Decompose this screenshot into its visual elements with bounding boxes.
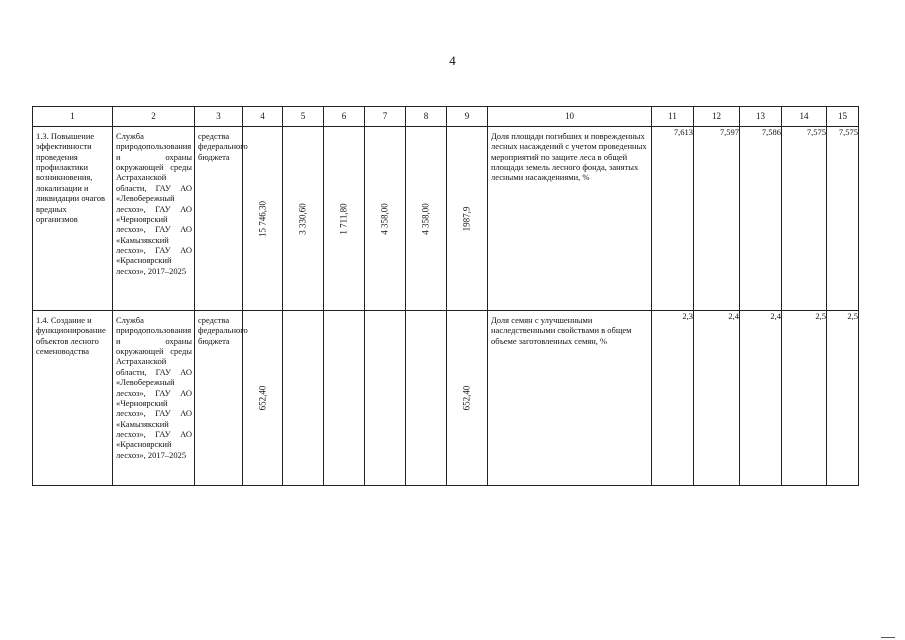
header-cell: 5: [283, 107, 324, 127]
funding-source: средства федерального бюджета: [198, 315, 248, 346]
amount-cell: [447, 311, 488, 486]
funding-source-cell: [195, 127, 248, 311]
executor-cell: [113, 127, 195, 311]
indicator-value: 2,3: [652, 311, 694, 486]
header-row: [33, 107, 859, 127]
measure-name-cell: [33, 311, 113, 486]
amount-cell: [324, 127, 365, 311]
indicator-cell: [488, 127, 652, 311]
amount-cell: [243, 127, 283, 311]
header-cell: 3: [195, 107, 243, 127]
funding-source-cell: [195, 311, 248, 486]
amount-value: 3 330,60: [297, 202, 308, 235]
table-row: [33, 127, 859, 311]
amount-cell: [283, 127, 324, 311]
amount-value: 1 711,80: [338, 202, 349, 235]
header-cell: 4: [243, 107, 283, 127]
amount-cell: [365, 311, 406, 486]
indicator-text: Доля площади погибших и поврежденных лесных насаждений с учетом проведенных мероприятий по защите леса в общей площади земель лесного фонда, занятых лесными насаждениями, %: [491, 131, 647, 183]
indicator-value: 2,4: [740, 311, 782, 486]
executor-cell: [113, 311, 195, 486]
amount-cell: [406, 127, 447, 311]
header-cell: 8: [406, 107, 447, 127]
amount-cell: [365, 127, 406, 311]
amount-cell: [283, 311, 324, 486]
measure-name: 1.3. Повышение эффективности проведения профилактики возникновения, локализации и ликвидации очагов вредных организмов: [36, 131, 105, 224]
indicator-value: 2,5: [827, 311, 859, 486]
indicator-value: 2,5: [782, 311, 827, 486]
indicator-value: 7,597: [694, 127, 740, 311]
amount-cell: [447, 127, 488, 311]
indicator-value: 7,575: [782, 127, 827, 311]
amount-total: 652,40: [257, 385, 268, 411]
amount-total: 15 746,30: [257, 200, 268, 237]
program-table: [32, 106, 859, 486]
header-cell: 10: [488, 107, 652, 127]
header-cell: 11: [652, 107, 694, 127]
indicator-text: Доля семян с улучшенными наследственными свойствами в общем объеме заготовленных семян, %: [491, 315, 632, 346]
header-cell: 12: [694, 107, 740, 127]
scan-mark: [881, 637, 895, 638]
amount-value: 1987,9: [461, 206, 472, 231]
header-cell: 15: [827, 107, 859, 127]
amount-value: 4 358,00: [379, 202, 390, 235]
indicator-value: 2,4: [694, 311, 740, 486]
amount-value: 652,40: [461, 385, 472, 411]
measure-name: 1.4. Создание и функционирование объектов лесного семеноводства: [36, 315, 106, 357]
amount-value: 4 358,00: [420, 202, 431, 235]
funding-source: средства федерального бюджета: [198, 131, 248, 162]
header-cell: 9: [447, 107, 488, 127]
page-number: 4: [449, 53, 456, 68]
header-cell: 14: [782, 107, 827, 127]
header-cell: 6: [324, 107, 365, 127]
indicator-value: 7,575: [827, 127, 859, 311]
header-cell: 13: [740, 107, 782, 127]
measure-name-cell: [33, 127, 113, 311]
header-cell: 1: [33, 107, 113, 127]
indicator-value: 7,613: [652, 127, 694, 311]
header-cell: 7: [365, 107, 406, 127]
table-row: [33, 311, 859, 486]
amount-cell: [406, 311, 447, 486]
indicator-cell: [488, 311, 652, 486]
indicator-value: 7,586: [740, 127, 782, 311]
executor-text: Служба природопользования и охраны окружающей среды Астраханской области, ГАУ АО «Левобережный лесхоз», ГАУ АО «Черноярский лесхоз», ГАУ АО «Камызякский лесхоз», ГАУ АО «Красноярский лесхоз», 2017–2025: [116, 315, 192, 460]
executor-text: Служба природопользования и охраны окружающей среды Астраханской области, ГАУ АО «Левобережный лесхоз», ГАУ АО «Черноярский лесхоз», ГАУ АО «Камызякский лесхоз», ГАУ АО «Красноярский лесхоз», 2017–2025: [116, 131, 192, 276]
amount-cell: [324, 311, 365, 486]
amount-cell: [243, 311, 283, 486]
header-cell: 2: [113, 107, 195, 127]
